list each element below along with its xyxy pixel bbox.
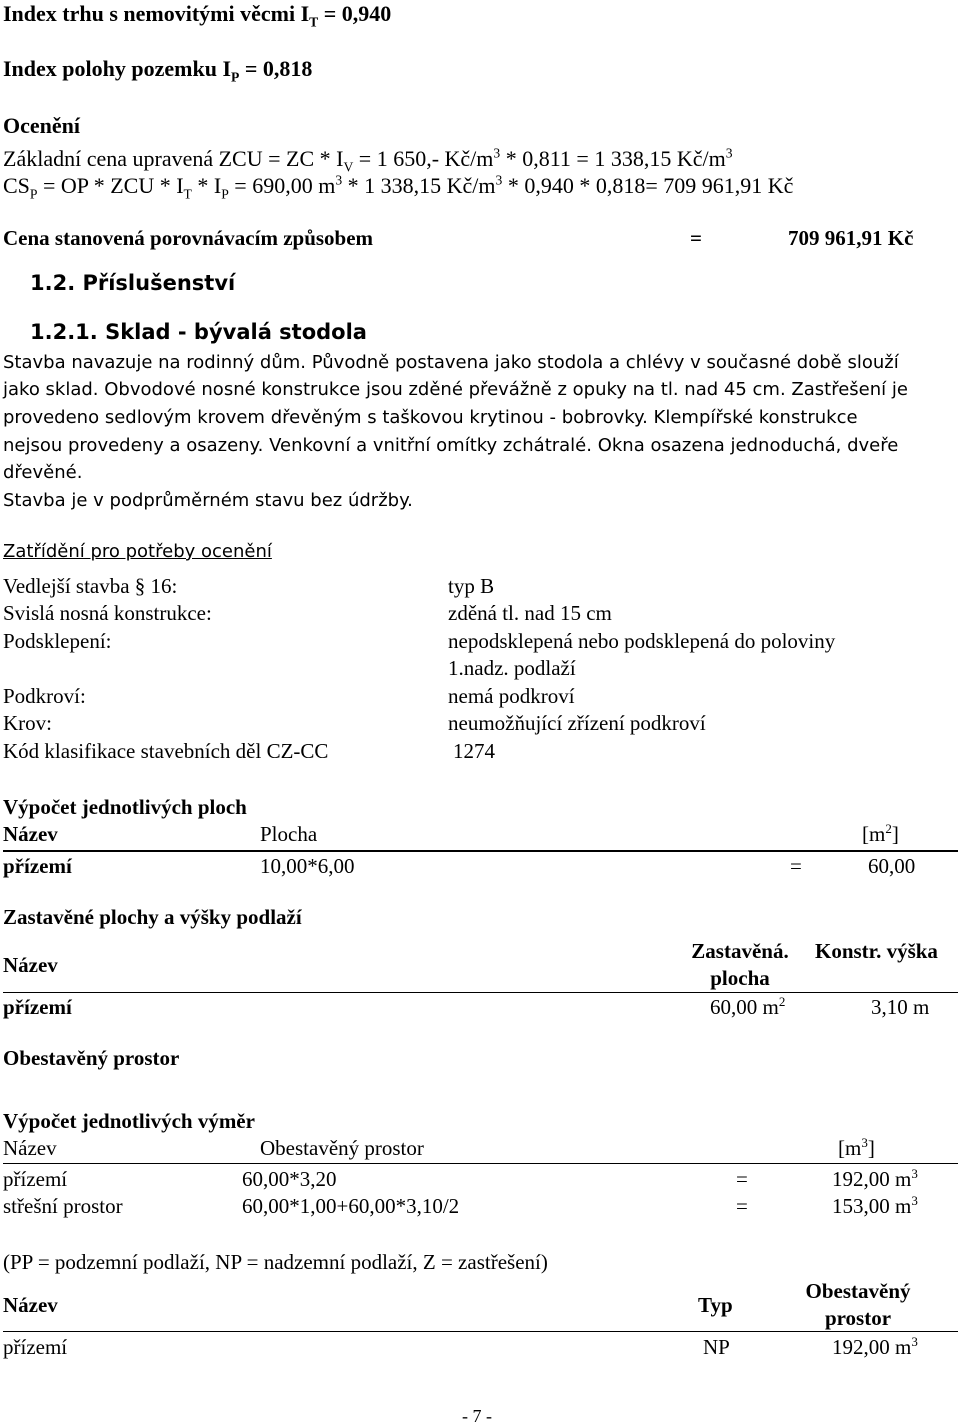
- zastavene-col-zast-2: plocha: [710, 966, 770, 990]
- popis-line-5: dřevěné.: [3, 462, 83, 483]
- vymery-row-2-equals: =: [736, 1194, 748, 1218]
- zatrideni-value-6: neumožňující zřízení podkroví: [448, 711, 706, 735]
- plochy-row-equals: =: [790, 854, 802, 878]
- zastavene-row-area: 60,00 $m^2$: [710, 994, 786, 1019]
- zatrideni-label-5: Podkroví:: [3, 684, 86, 708]
- vymery-col-obest: Obestavěný prostor: [260, 1136, 424, 1160]
- cena-value: 709 961,91 Kč: [788, 226, 914, 250]
- zatrideni-value-2: zděná tl. nad 15 cm: [448, 601, 612, 625]
- vymery-row-2-name: střešní prostor: [3, 1194, 123, 1218]
- plochy-col-plocha: Plocha: [260, 822, 318, 846]
- zatrideni-value-5: nemá podkroví: [448, 684, 575, 708]
- zatrideni-heading: Zatřídění pro potřeby ocenění: [3, 541, 272, 562]
- popis-line-2: jako sklad. Obvodové nosné konstrukce jsou zděné převážně z opuky na tl. nad 45 cm. Zastřešení je: [3, 379, 908, 400]
- vymery-row-2-value: 153,00 $m^3$: [832, 1193, 918, 1218]
- zastavene-col-nazev: Název: [3, 953, 58, 977]
- zastavene-row-name: přízemí: [3, 995, 72, 1019]
- page-number: - 7 -: [462, 1406, 492, 1426]
- plochy-row-name: přízemí: [3, 854, 72, 878]
- vymery-row-1-formula: 60,00*3,20: [242, 1167, 337, 1191]
- cena-label: Cena stanovená porovnávacím způsobem: [3, 226, 374, 250]
- zastavene-col-zast-1: Zastavěná.: [691, 939, 789, 963]
- zatrideni-label-7: Kód klasifikace stavebních děl CZ-CC: [3, 739, 329, 763]
- zatrideni-value-7: 1274: [453, 739, 495, 763]
- popis-line-6: Stavba je v podprůměrném stavu bez údržby.: [3, 490, 413, 511]
- index-trhu: Index trhu s nemovitými věcmi $I_T = 0,940$: [3, 1, 392, 30]
- plochy-row-value: 60,00: [868, 854, 916, 878]
- zatrideni-label-2: Svislá nosná konstrukce:: [3, 601, 212, 625]
- zatrideni-value-3: nepodsklepená nebo podsklepená do poloviny: [448, 629, 836, 653]
- legenda: (PP = podzemní podlaží, NP = nadzemní podlaží, Z = zastřešení): [3, 1250, 548, 1274]
- zatrideni-label-6: Krov:: [3, 711, 52, 735]
- section-sklad: 1.2.1. Sklad - bývalá stodola: [30, 320, 367, 344]
- typ-row-typ: NP: [703, 1335, 730, 1359]
- typ-col-typ: Typ: [698, 1293, 733, 1317]
- vymery-heading: Výpočet jednotlivých výměr: [3, 1109, 255, 1133]
- typ-row-name: přízemí: [3, 1335, 68, 1359]
- csp-formula: $CS_P$ = OP * ZCU * $I_T * I_P = 690,00$ $m^3 * 1$ 338,15 $Kč/m^3 * 0,940 * 0,818= 709$ 961,91 Kč: [3, 172, 794, 202]
- zatrideni-value-4: 1.nadz. podlaží: [448, 656, 576, 680]
- zcu-formula: Základní cena upravená ZCU = ZC * $I_V = 1$ 650,- $Kč/m^3 * 0,811 = 1$ 338,15 $Kč/m^3$: [3, 145, 733, 175]
- zastavene-col-konstr: Konstr. výška: [815, 939, 938, 963]
- popis-line-3: provedeno sedlovým krovem dřevěným s taškovou krytinou - bobrovky. Klempířské konstrukce: [3, 407, 858, 428]
- typ-col-nazev: Název: [3, 1293, 58, 1317]
- vymery-row-1-equals: =: [736, 1167, 748, 1191]
- plochy-col-unit: $[m^2]$: [862, 821, 899, 846]
- popis-line-4: nejsou provedeny a osazeny. Venkovní a vnitřní omítky zchátralé. Okna osazena jednoduchá, dveře: [3, 435, 899, 456]
- zatrideni-label-1: Vedlejší stavba § 16:: [3, 574, 178, 598]
- zatrideni-value-1: typ B: [448, 574, 495, 598]
- plochy-heading: Výpočet jednotlivých ploch: [3, 795, 247, 819]
- oceneni-heading: Ocenění: [3, 113, 80, 138]
- plochy-col-nazev: Název: [3, 822, 58, 846]
- plochy-row-formula: 10,00*6,00: [260, 854, 355, 878]
- zastavene-row-height: 3,10 m: [871, 995, 930, 1019]
- typ-col-obest-1: Obestavěný: [805, 1279, 911, 1303]
- vymery-col-unit: $[m^3]$: [838, 1135, 875, 1160]
- typ-row-value: 192,00 $m^3$: [832, 1334, 918, 1359]
- vymery-header-rule: [3, 1163, 958, 1164]
- plochy-header-rule: [3, 850, 958, 852]
- index-polohy: Index polohy pozemku $I_P = 0,818$: [3, 56, 313, 85]
- zatrideni-label-3: Podsklepení:: [3, 629, 112, 653]
- vymery-row-1-name: přízemí: [3, 1167, 68, 1191]
- vymery-row-1-value: 192,00 $m^3$: [832, 1166, 918, 1191]
- zastavene-header-rule: [3, 992, 958, 993]
- popis-line-1: Stavba navazuje na rodinný dům. Původně postavena jako stodola a chlévy v současné době slouží: [3, 352, 899, 373]
- vymery-row-2-formula: 60,00*1,00+60,00*3,10/2: [242, 1194, 460, 1218]
- typ-col-obest-2: prostor: [824, 1306, 892, 1330]
- typ-header-rule: [3, 1331, 958, 1332]
- zastavene-heading: Zastavěné plochy a výšky podlaží: [3, 905, 302, 929]
- vymery-col-nazev: Název: [3, 1136, 57, 1160]
- cena-equals: =: [690, 226, 702, 250]
- section-prislusenstvi: 1.2. Příslušenství: [30, 271, 236, 295]
- obestaveny-heading: Obestavěný prostor: [3, 1046, 180, 1070]
